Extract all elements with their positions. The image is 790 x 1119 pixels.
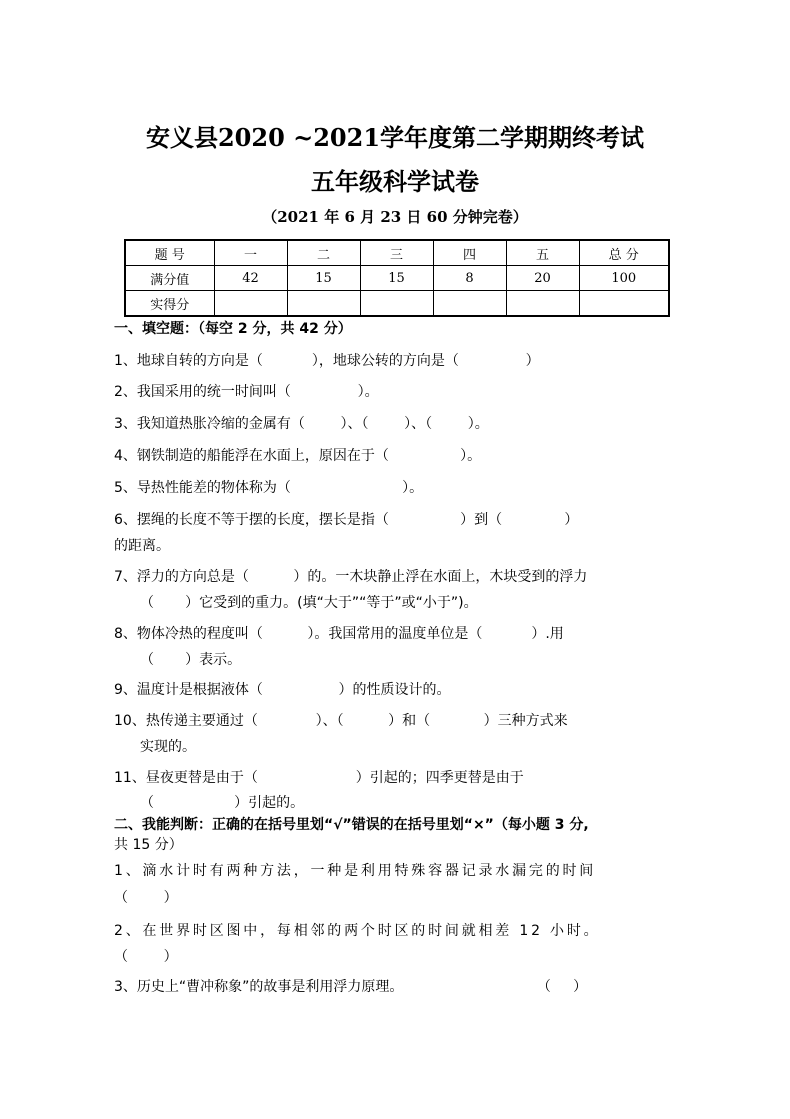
full-marks-cell: 100 bbox=[579, 266, 669, 291]
section-1-heading: 一、填空题：（每空 2 分，共 42 分） bbox=[114, 321, 352, 337]
exam-title: 安义县2020 ~2021学年度第二学期期终考试 bbox=[145, 123, 645, 152]
fill-question-7: 7、浮力的方向总是（ ）的。一木块静止浮在水面上，木块受到的浮力 bbox=[114, 569, 588, 585]
earned-cell[interactable] bbox=[287, 291, 360, 317]
full-marks-cell: 15 bbox=[360, 266, 433, 291]
fill-question-8-cont: （ ）表示。 bbox=[140, 652, 242, 668]
earned-cell[interactable] bbox=[360, 291, 433, 317]
score-table-header-row bbox=[125, 240, 669, 266]
fill-question-9: 9、温度计是根据液体（ ）的性质设计的。 bbox=[114, 682, 451, 698]
header-cell: 二 bbox=[287, 240, 360, 266]
header-cell: 三 bbox=[360, 240, 433, 266]
fill-question-7-cont: （ ）它受到的重力。(填“大于”“等于”或“小于”)。 bbox=[140, 595, 478, 611]
fill-question-4: 4、钢铁制造的船能浮在水面上，原因在于（ ）。 bbox=[114, 448, 482, 464]
judge-question-3: 3、历史上“曹冲称象”的故事是利用浮力原理。 （ ） bbox=[114, 979, 588, 995]
header-cell: 总 分 bbox=[579, 240, 669, 266]
header-cell: 题 号 bbox=[125, 240, 214, 266]
header-cell: 一 bbox=[214, 240, 287, 266]
fill-question-1: 1、地球自转的方向是（ ），地球公转的方向是（ ） bbox=[114, 353, 540, 369]
full-marks-cell: 8 bbox=[433, 266, 506, 291]
fill-question-6-cont: 的距离。 bbox=[114, 538, 170, 554]
fill-question-10-cont: 实现的。 bbox=[140, 739, 196, 755]
fill-question-11-cont: （ ）引起的。 bbox=[140, 795, 305, 811]
full-marks-cell: 42 bbox=[214, 266, 287, 291]
earned-cell[interactable] bbox=[214, 291, 287, 317]
fill-question-5: 5、导热性能差的物体称为（ ）。 bbox=[114, 480, 424, 496]
fill-question-8: 8、物体冷热的程度叫（ ）。我国常用的温度单位是（ ）.用 bbox=[114, 626, 564, 642]
fill-question-2: 2、我国采用的统一时间叫（ ）。 bbox=[114, 384, 379, 400]
judge-question-1: 1、滴水计时有两种方法，一种是利用特殊容器记录水漏完的时间 bbox=[114, 863, 597, 879]
fill-question-10: 10、热传递主要通过（ ）、（ ）和（ ）三种方式来 bbox=[114, 713, 568, 729]
score-table bbox=[124, 239, 670, 317]
earned-cell[interactable] bbox=[433, 291, 506, 317]
earned-label: 实得分 bbox=[125, 291, 214, 317]
full-marks-label: 满分值 bbox=[125, 266, 214, 291]
fill-question-6: 6、摆绳的长度不等于摆的长度，摆长是指（ ）到（ ） bbox=[114, 512, 579, 528]
section-2-heading: 二、我能判断：正确的在括号里划“√”错误的在括号里划“×”（每小题 3 分, bbox=[114, 817, 589, 833]
section-2-heading-cont: 共 15 分） bbox=[114, 837, 183, 853]
header-cell: 五 bbox=[506, 240, 579, 266]
judge-question-2: 2、在世界时区图中，每相邻的两个时区的时间就相差 12 小时。 bbox=[114, 923, 601, 939]
earned-score-row bbox=[125, 291, 669, 317]
earned-cell[interactable] bbox=[506, 291, 579, 317]
full-marks-cell: 15 bbox=[287, 266, 360, 291]
exam-subject-title: 五年级科学试卷 bbox=[311, 167, 479, 196]
judge-question-1-answer[interactable]: （ ） bbox=[114, 890, 178, 906]
full-marks-row bbox=[125, 266, 669, 291]
fill-question-3: 3、我知道热胀冷缩的金属有（ ）、（ ）、（ ）。 bbox=[114, 416, 489, 432]
full-marks-cell: 20 bbox=[506, 266, 579, 291]
earned-cell[interactable] bbox=[579, 291, 669, 317]
fill-question-11: 11、昼夜更替是由于（ ）引起的；四季更替是由于 bbox=[114, 770, 524, 786]
header-cell: 四 bbox=[433, 240, 506, 266]
exam-date-duration: （2021 年 6 月 23 日 60 分钟完卷） bbox=[262, 208, 528, 226]
judge-question-2-answer[interactable]: （ ） bbox=[114, 949, 178, 965]
